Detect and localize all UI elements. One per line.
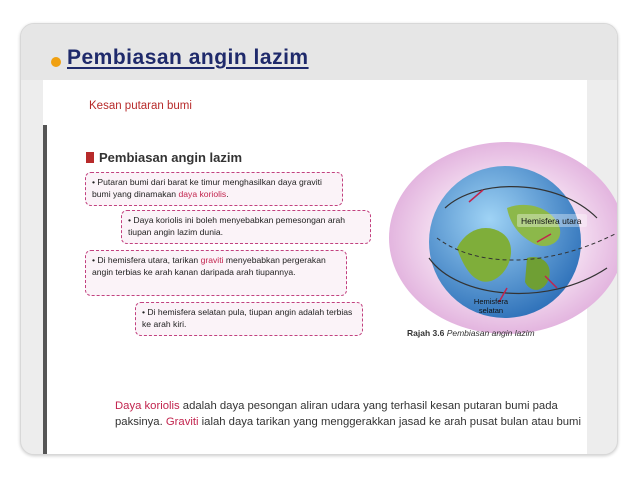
page-edge: [43, 125, 47, 455]
term-coriolis: Daya koriolis: [115, 400, 180, 412]
box1-highlight: daya koriolis: [178, 189, 227, 199]
info-box-1: • Putaran bumi dari barat ke timur menghasilkan daya graviti bumi yang dinamakan daya koriolis.: [85, 172, 343, 206]
box3-highlight: graviti: [200, 255, 224, 265]
box1-pre: Putaran bumi dari barat ke timur menghasilkan daya graviti bumi yang dinamakan: [92, 177, 322, 199]
definition-2: ialah daya tarikan yang menggerakkan jasad ke arah pusat bulan atau bumi: [198, 416, 581, 428]
section-heading: [86, 150, 242, 165]
box4-text: Di hemisfera selatan pula, tiupan angin adalah terbias ke arah kiri.: [142, 307, 353, 329]
label-south-2: selatan: [478, 306, 504, 315]
bullet-icon: [51, 57, 61, 67]
definition-1: adalah daya pesongan aliran udara yang terhasil kesan putaran bumi pada paksinya.: [115, 400, 558, 428]
section-heading-text: Pembiasan angin lazim: [99, 150, 243, 165]
label-north: Hemisfera utara: [521, 216, 582, 226]
definition-text: [115, 398, 585, 430]
term-gravity: Graviti: [165, 416, 199, 428]
figure-caption-text: Pembiasan angin lazim: [446, 328, 535, 338]
box1-post: .: [226, 189, 229, 199]
info-box-3: • Di hemisfera utara, tarikan graviti menyebabkan pergerakan angin terbias ke arah kanan daripada arah tiupannya.: [85, 250, 347, 296]
slide: [20, 23, 618, 455]
page-subtitle: Kesan putaran bumi: [89, 100, 192, 112]
slide-title: Pembiasan angin lazim: [67, 46, 309, 69]
globe-figure: [387, 138, 618, 338]
heading-marker-icon: [86, 152, 94, 163]
info-box-2: • Daya koriolis ini boleh menyebabkan pemesongan arah tiupan angin lazim dunia.: [121, 210, 371, 244]
figure-number: Rajah 3.6: [407, 328, 445, 338]
textbook-image: [43, 80, 587, 454]
label-south-1: Hemisfera: [473, 297, 509, 306]
box3-pre: Di hemisfera utara, tarikan: [97, 255, 201, 265]
box3-post: menyebabkan pergerakan angin terbias ke arah kanan daripada arah tiupannya.: [92, 255, 326, 277]
box2-text: Daya koriolis ini boleh menyebabkan pemesongan arah tiupan angin lazim dunia.: [128, 215, 346, 237]
figure-caption: [407, 328, 535, 338]
info-box-4: • Di hemisfera selatan pula, tiupan angin adalah terbias ke arah kiri.: [135, 302, 363, 336]
globe-icon: [387, 138, 618, 338]
